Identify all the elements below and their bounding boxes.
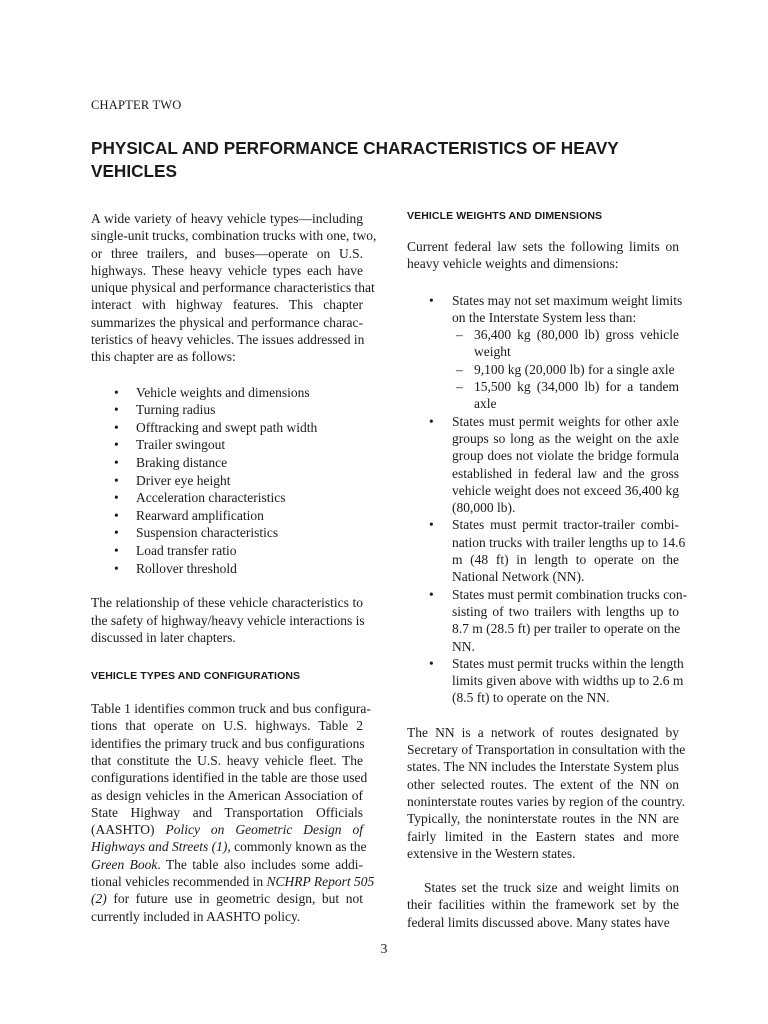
text-line: single-unit trucks, combination trucks with one, two,	[91, 228, 377, 244]
text-line: noninterstate routes varies by region of the country.	[407, 793, 686, 809]
text-line: summarizes the physical and performance charac-	[91, 314, 363, 330]
page-number: 3	[380, 941, 388, 956]
issues-list	[91, 384, 363, 578]
text-line: 8.7 m (28.5 ft) per trailer to operate on the	[452, 621, 681, 637]
text-line: The relationship of these vehicle characteristics to	[91, 595, 363, 611]
text-line: Current federal law sets the following limits on	[407, 239, 679, 254]
text-line: groups so long as the weight on the axle	[452, 430, 679, 446]
federal-law-paragraph	[407, 238, 679, 273]
green-book-title: Green Book	[91, 856, 158, 872]
list-item: • Load transfer ratio	[91, 542, 363, 560]
text-line: that constitute the U.S. heavy vehicle fleet. The	[91, 752, 363, 768]
text-line: National Network (NN).	[452, 569, 585, 585]
text-line: Secretary of Transportation in consultation with the	[407, 742, 686, 758]
text-line: highways. These heavy vehicle types each have	[91, 262, 363, 278]
list-item: • Vehicle weights and dimensions	[91, 384, 363, 402]
text-span: tional vehicles recommended in	[91, 874, 267, 890]
reference-2: (2)	[91, 891, 107, 907]
list-item: • Braking distance	[91, 454, 363, 472]
text-line: • States must permit tractor-trailer combi-	[452, 517, 679, 533]
text-line: Typically, the noninterstate routes in the NN are	[407, 811, 679, 827]
text-line: (8.5 ft) to operate on the NN.	[452, 690, 610, 706]
list-item	[407, 586, 688, 655]
text-line: states. The NN includes the Interstate System plus	[407, 759, 679, 775]
text-line: vehicle weight does not exceed 36,400 kg	[452, 482, 679, 498]
text-line: axle	[474, 396, 497, 412]
text-line	[91, 821, 363, 838]
text-line: m (48 ft) in length to operate on the	[452, 552, 679, 568]
text-line: the safety of highway/heavy vehicle interactions is	[91, 612, 365, 628]
list-item: • Driver eye height	[91, 472, 363, 490]
text-line: teristics of heavy vehicles. The issues addressed in	[91, 332, 365, 348]
list-item: • Offtracking and swept path width	[91, 419, 363, 437]
text-line: or three trailers, and buses—operate on U.S.	[91, 245, 363, 261]
text-line: tions that operate on U.S. highways. Table 2	[91, 718, 363, 734]
text-line	[91, 856, 363, 873]
text-line: extensive in the Western states.	[407, 845, 576, 861]
text-line: • States must permit weights for other axle	[452, 413, 679, 429]
text-line: States set the truck size and weight limits on	[424, 880, 679, 896]
text-line: • States must permit combination trucks con-	[452, 586, 688, 602]
sub-list-item	[452, 326, 679, 361]
vehicle-types-paragraph	[91, 700, 375, 925]
nn-paragraph	[407, 724, 686, 862]
intro-paragraph	[91, 210, 377, 366]
section-heading-vehicle-types: VEHICLE TYPES AND CONFIGURATIONS	[91, 670, 301, 683]
text-line: discussed in later chapters.	[91, 629, 236, 645]
text-line	[91, 890, 363, 907]
text-line: – 9,100 kg (20,000 lb) for a single axle	[474, 361, 675, 377]
text-line	[91, 873, 375, 890]
sub-list-item	[452, 378, 679, 413]
list-item: • Turning radius	[91, 401, 363, 419]
list-item: • Suspension characteristics	[91, 524, 363, 542]
text-span: , commonly known as the	[227, 839, 367, 855]
text-line: other selected routes. The extent of the NN on	[407, 776, 679, 792]
list-item: • Rollover threshold	[91, 560, 363, 578]
text-line: their facilities within the framework set by the	[407, 897, 679, 913]
text-line: sisting of two trailers with lengths up to	[452, 603, 679, 619]
text-line: limits given above with widths up to 2.6 m	[452, 673, 684, 689]
list-item	[407, 292, 683, 413]
text-line: The NN is a network of routes designated by	[407, 724, 679, 740]
list-item: • Rearward amplification	[91, 507, 363, 525]
federal-limits-list	[407, 292, 688, 707]
text-line: established in federal law and the gross	[452, 465, 679, 481]
text-line: • States must permit trucks within the length	[452, 655, 684, 671]
text-line: nation trucks with trailer lengths up to 14.6	[452, 534, 686, 550]
chapter-title: PHYSICAL AND PERFORMANCE CHARACTERISTICS OF HEAVY VEHICLES	[91, 138, 619, 181]
chapter-label: CHAPTER TWO	[91, 98, 182, 112]
list-item	[407, 413, 679, 517]
text-line: group does not violate the bridge formula	[452, 448, 679, 464]
policy-title: Policy on Geometric Design of	[165, 822, 364, 838]
section-heading-weights: VEHICLE WEIGHTS AND DIMENSIONS	[407, 210, 603, 222]
text-line: federal limits discussed above. Many states have	[407, 914, 670, 930]
text-line	[91, 838, 367, 855]
states-paragraph	[407, 879, 679, 931]
text-line: identifies the primary truck and bus configurations	[91, 735, 365, 751]
list-item: • Acceleration characteristics	[91, 489, 363, 507]
list-item	[407, 655, 684, 707]
left-column	[91, 210, 377, 925]
list-item: • Trailer swingout	[91, 436, 363, 454]
text-line: – 36,400 kg (80,000 lb) gross vehicle	[474, 327, 679, 343]
text-line: weight	[474, 344, 511, 360]
text-line: as design vehicles in the American Association of	[91, 787, 363, 803]
text-line: – 15,500 kg (34,000 lb) for a tandem	[474, 379, 679, 395]
text-line: this chapter are as follows:	[91, 349, 236, 365]
text-line: interact with highway features. This chapter	[91, 297, 363, 313]
nchrp-report-title: NCHRP Report 505	[266, 874, 375, 890]
text-span: for future use in geometric design, but not	[106, 891, 363, 907]
text-line: unique physical and performance characteristics that	[91, 280, 375, 296]
text-line: A wide variety of heavy vehicle types—including	[91, 211, 363, 226]
text-line: State Highway and Transportation Officials	[91, 804, 363, 820]
text-span: . The table also includes some addi-	[157, 856, 363, 872]
policy-title: Highways and Streets (1)	[91, 839, 228, 855]
text-line: (80,000 lb).	[452, 500, 516, 516]
text-line: NN.	[452, 638, 475, 654]
text-line: fairly limited in the Eastern states and more	[407, 828, 679, 844]
text-line: currently included in AASHTO policy.	[91, 908, 301, 924]
text-line: configurations identified in the table are those used	[91, 770, 368, 786]
text-span: (AASHTO)	[91, 822, 166, 838]
right-column	[407, 210, 688, 931]
text-line: • States may not set maximum weight limits	[452, 292, 683, 308]
list-item	[407, 516, 686, 585]
text-line: on the Interstate System less than:	[452, 309, 637, 325]
relationship-paragraph	[91, 594, 363, 646]
text-line: Table 1 identifies common truck and bus configura-	[91, 701, 371, 717]
sub-list-item	[452, 361, 679, 378]
text-line: heavy vehicle weights and dimensions:	[407, 256, 619, 272]
